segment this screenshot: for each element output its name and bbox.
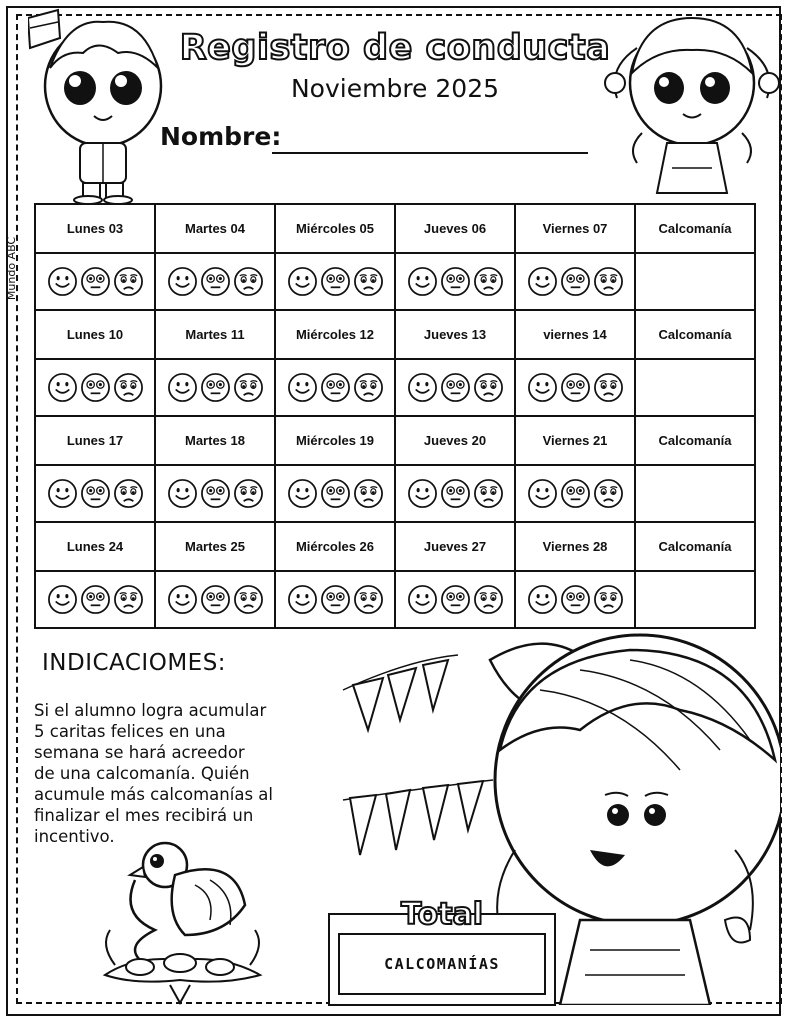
face-choice-cell	[155, 571, 275, 628]
day-header: Jueves 06	[395, 204, 515, 253]
happy-face-icon[interactable]	[527, 266, 558, 297]
day-header: Viernes 28	[515, 522, 635, 571]
face-choice-cell	[155, 465, 275, 522]
neutral-face-icon[interactable]	[80, 266, 111, 297]
week-header-row	[35, 204, 755, 253]
day-header: Jueves 27	[395, 522, 515, 571]
day-header: Miércoles 26	[275, 522, 395, 571]
neutral-face-icon[interactable]	[320, 584, 351, 615]
happy-face-icon[interactable]	[527, 478, 558, 509]
instructions-line: de una calcomanía. Quién	[34, 764, 250, 783]
happy-face-icon[interactable]	[287, 478, 318, 509]
happy-face-icon[interactable]	[407, 478, 438, 509]
conduct-grid	[34, 203, 756, 629]
happy-face-icon[interactable]	[527, 584, 558, 615]
neutral-face-icon[interactable]	[440, 372, 471, 403]
happy-face-icon[interactable]	[407, 372, 438, 403]
face-choice-cell	[515, 359, 635, 416]
neutral-face-icon[interactable]	[320, 478, 351, 509]
happy-face-icon[interactable]	[47, 372, 78, 403]
day-header: Lunes 03	[35, 204, 155, 253]
total-label: CALCOMANÍAS	[384, 955, 500, 973]
watermark-text: Mundo ABC	[5, 236, 19, 301]
sad-face-icon[interactable]	[473, 478, 504, 509]
instructions-line: incentivo.	[34, 827, 115, 846]
sad-face-icon[interactable]	[233, 584, 264, 615]
day-header: Miércoles 05	[275, 204, 395, 253]
total-box	[328, 897, 556, 1006]
page-subtitle: Noviembre 2025	[290, 74, 500, 103]
happy-face-icon[interactable]	[407, 584, 438, 615]
neutral-face-icon[interactable]	[560, 266, 591, 297]
neutral-face-icon[interactable]	[560, 478, 591, 509]
neutral-face-icon[interactable]	[80, 478, 111, 509]
name-field[interactable]	[272, 152, 588, 154]
sad-face-icon[interactable]	[353, 266, 384, 297]
face-choice-cell	[395, 465, 515, 522]
instructions-line: acumule más calcomanías al	[34, 785, 273, 804]
face-choice-cell	[35, 571, 155, 628]
page-title: Registro de conducta	[179, 28, 611, 68]
day-header: Martes 18	[155, 416, 275, 465]
face-choice-cell	[35, 465, 155, 522]
day-header: Martes 11	[155, 310, 275, 359]
week-faces-row	[35, 465, 755, 522]
eagle-illustration	[95, 835, 270, 1005]
sticker-cell[interactable]	[635, 359, 755, 416]
total-title: Total	[401, 897, 483, 932]
day-header: Martes 04	[155, 204, 275, 253]
happy-face-icon[interactable]	[47, 266, 78, 297]
happy-face-icon[interactable]	[167, 266, 198, 297]
week-faces-row	[35, 571, 755, 628]
face-choice-cell	[155, 253, 275, 310]
sticker-cell[interactable]	[635, 571, 755, 628]
instructions-line: finalizar el mes recibirá un	[34, 806, 254, 825]
day-header: Viernes 07	[515, 204, 635, 253]
instructions-line: semana se hará acreedor	[34, 743, 245, 762]
day-header: Miércoles 19	[275, 416, 395, 465]
day-header: Viernes 21	[515, 416, 635, 465]
day-header: Lunes 10	[35, 310, 155, 359]
sad-face-icon[interactable]	[233, 266, 264, 297]
face-choice-cell	[515, 465, 635, 522]
happy-face-icon[interactable]	[407, 266, 438, 297]
neutral-face-icon[interactable]	[320, 266, 351, 297]
sticker-header: Calcomanía	[635, 416, 755, 465]
day-header: Miércoles 12	[275, 310, 395, 359]
sticker-header: Calcomanía	[635, 310, 755, 359]
sad-face-icon[interactable]	[113, 584, 144, 615]
sad-face-icon[interactable]	[113, 266, 144, 297]
neutral-face-icon[interactable]	[440, 478, 471, 509]
sticker-cell[interactable]	[635, 253, 755, 310]
instructions-title: INDICACIOMES:	[42, 650, 227, 676]
face-choice-cell	[35, 253, 155, 310]
face-choice-cell	[275, 359, 395, 416]
instructions-line: 5 caritas felices en una	[34, 722, 226, 741]
neutral-face-icon[interactable]	[560, 584, 591, 615]
sticker-header: Calcomanía	[635, 204, 755, 253]
sad-face-icon[interactable]	[113, 478, 144, 509]
watermark	[2, 236, 19, 301]
happy-face-icon[interactable]	[47, 584, 78, 615]
instructions-line: Si el alumno logra acumular	[34, 701, 267, 720]
face-choice-cell	[275, 571, 395, 628]
neutral-face-icon[interactable]	[200, 372, 231, 403]
happy-face-icon[interactable]	[287, 372, 318, 403]
day-header: Jueves 13	[395, 310, 515, 359]
week-header-row	[35, 522, 755, 571]
instructions-text	[34, 700, 334, 847]
sad-face-icon[interactable]	[353, 372, 384, 403]
face-choice-cell	[275, 465, 395, 522]
sad-face-icon[interactable]	[113, 372, 144, 403]
neutral-face-icon[interactable]	[200, 584, 231, 615]
happy-face-icon[interactable]	[287, 584, 318, 615]
sad-face-icon[interactable]	[593, 266, 624, 297]
name-label: Nombre:	[160, 122, 282, 151]
neutral-face-icon[interactable]	[320, 372, 351, 403]
face-choice-cell	[275, 253, 395, 310]
happy-face-icon[interactable]	[287, 266, 318, 297]
neutral-face-icon[interactable]	[80, 584, 111, 615]
happy-face-icon[interactable]	[167, 478, 198, 509]
happy-face-icon[interactable]	[47, 478, 78, 509]
girl-character-illustration	[597, 8, 787, 198]
face-choice-cell	[515, 571, 635, 628]
happy-face-icon[interactable]	[167, 584, 198, 615]
sad-face-icon[interactable]	[593, 478, 624, 509]
neutral-face-icon[interactable]	[80, 372, 111, 403]
face-choice-cell	[515, 253, 635, 310]
sad-face-icon[interactable]	[473, 584, 504, 615]
face-choice-cell	[395, 253, 515, 310]
neutral-face-icon[interactable]	[200, 266, 231, 297]
day-header: Lunes 17	[35, 416, 155, 465]
sad-face-icon[interactable]	[353, 478, 384, 509]
sad-face-icon[interactable]	[593, 584, 624, 615]
sad-face-icon[interactable]	[353, 584, 384, 615]
neutral-face-icon[interactable]	[200, 478, 231, 509]
happy-face-icon[interactable]	[527, 372, 558, 403]
neutral-face-icon[interactable]	[440, 266, 471, 297]
face-choice-cell	[395, 359, 515, 416]
week-faces-row	[35, 253, 755, 310]
face-choice-cell	[155, 359, 275, 416]
happy-face-icon[interactable]	[167, 372, 198, 403]
face-choice-cell	[395, 571, 515, 628]
day-header: Martes 25	[155, 522, 275, 571]
neutral-face-icon[interactable]	[440, 584, 471, 615]
day-header: Lunes 24	[35, 522, 155, 571]
week-header-row	[35, 310, 755, 359]
sticker-cell[interactable]	[635, 465, 755, 522]
day-header: viernes 14	[515, 310, 635, 359]
sad-face-icon[interactable]	[473, 266, 504, 297]
sad-face-icon[interactable]	[233, 372, 264, 403]
sad-face-icon[interactable]	[473, 372, 504, 403]
sad-face-icon[interactable]	[233, 478, 264, 509]
sticker-header: Calcomanía	[635, 522, 755, 571]
day-header: Jueves 20	[395, 416, 515, 465]
week-faces-row	[35, 359, 755, 416]
neutral-face-icon[interactable]	[560, 372, 591, 403]
week-header-row	[35, 416, 755, 465]
sad-face-icon[interactable]	[593, 372, 624, 403]
face-choice-cell	[35, 359, 155, 416]
boy-character-illustration	[28, 8, 178, 204]
